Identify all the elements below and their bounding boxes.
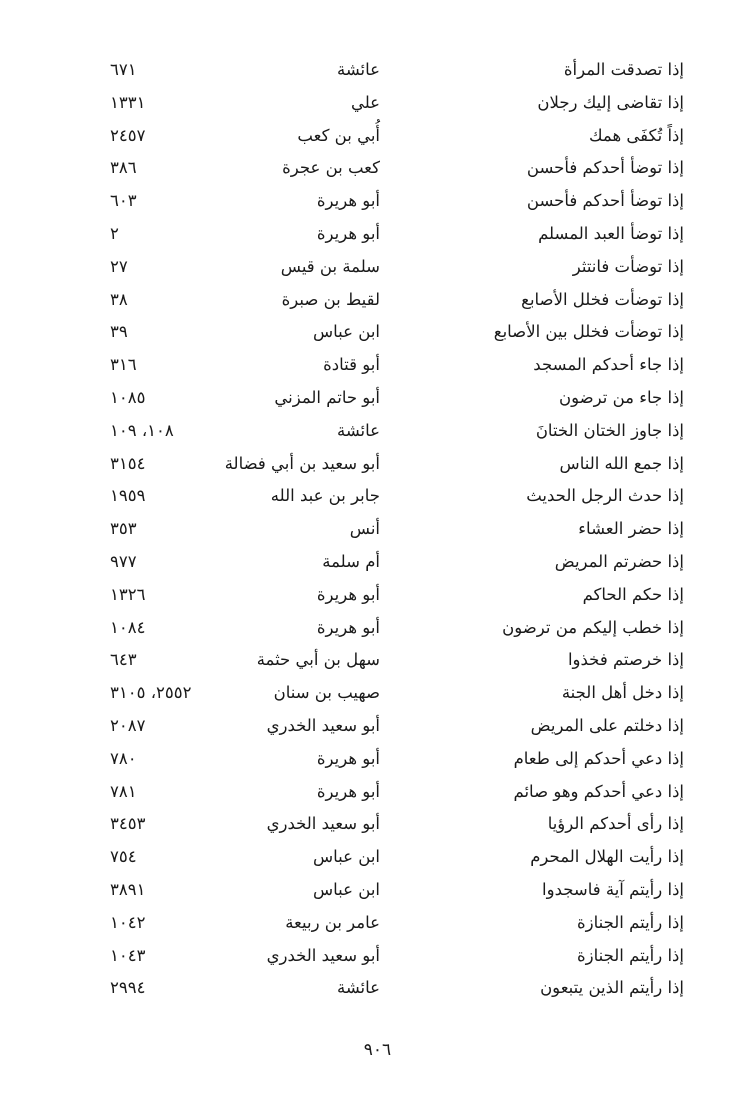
hadith-number: ١٠٨٥: [110, 387, 146, 407]
index-row: [110, 316, 684, 349]
hadith-text: إذاً تُكفَى همك: [589, 125, 684, 145]
index-row: [110, 710, 684, 743]
index-row: [110, 152, 684, 185]
hadith-text: إذا حضرتم المريض: [554, 551, 684, 571]
hadith-text: إذا دخلتم على المريض: [530, 715, 684, 735]
index-row: [110, 546, 684, 579]
hadith-text: إذا توضأت فخلل بين الأصابع: [493, 322, 684, 342]
hadith-text: إذا توضأ أحدكم فأحسن: [526, 191, 684, 211]
hadith-text: إذا خرصتم فخذوا: [567, 650, 684, 670]
index-row: [110, 743, 684, 776]
hadith-number: ١٠٤٢: [110, 912, 146, 932]
index-row: [110, 513, 684, 546]
hadith-number: ٣٩: [110, 322, 128, 342]
narrator-name: أبو هريرة: [316, 223, 380, 243]
hadith-number: ٣٨٩١: [110, 879, 146, 899]
hadith-number: ٣١٥٤: [110, 453, 146, 473]
narrator-name: عائشة: [336, 60, 380, 79]
narrator-name: سلمة بن قيس: [280, 256, 380, 276]
hadith-text: إذا دخل أهل الجنة: [561, 683, 684, 703]
hadith-number: ٢٧: [110, 256, 128, 276]
hadith-number: ٧٨٠: [110, 748, 137, 768]
narrator-name: أبو هريرة: [316, 748, 380, 768]
hadith-text: إذا رأيتم آية فاسجدوا: [542, 879, 684, 899]
index-row: [110, 54, 684, 87]
narrator-name: ابن عباس: [313, 322, 380, 342]
index-row: [110, 349, 684, 382]
narrator-name: أبو هريرة: [316, 191, 380, 211]
narrator-name: عامر بن ربيعة: [285, 912, 380, 932]
narrator-name: صهيب بن سنان: [273, 683, 380, 703]
hadith-number: ٣٨٦: [110, 158, 137, 178]
hadith-number: ١٠٨، ١٠٩: [110, 420, 174, 440]
hadith-number: ٣١٦: [110, 355, 137, 375]
hadith-number: ٢٤٥٧: [110, 125, 146, 145]
index-row: [110, 415, 684, 448]
hadith-number: ٣٤٥٣: [110, 814, 146, 834]
hadith-text: إذا تصدقت المرأة: [563, 60, 684, 79]
narrator-name: أبو سعيد الخدري: [266, 814, 380, 834]
hadith-number: ٢٩٩٤: [110, 978, 146, 998]
hadith-text: إذا رأى أحدكم الرؤيا: [547, 814, 684, 834]
hadith-text: إذا توضأت فخلل الأصابع: [521, 289, 684, 309]
hadith-number: ١٩٥٩: [110, 486, 146, 506]
index-row: [110, 677, 684, 710]
hadith-text: إذا جاء أحدكم المسجد: [533, 355, 684, 375]
hadith-number: ٦٤٣: [110, 650, 137, 670]
hadith-number: ٢٠٨٧: [110, 715, 146, 735]
hadith-text: إذا حضر العشاء: [578, 519, 684, 539]
hadith-text: إذا رأيت الهلال المحرم: [530, 847, 684, 867]
narrator-name: أبو حاتم المزني: [274, 387, 380, 407]
narrator-name: أبو سعيد الخدري: [266, 715, 380, 735]
hadith-number: ١٠٨٤: [110, 617, 146, 637]
hadith-text: إذا جاء من ترضون: [559, 387, 684, 407]
narrator-name: عائشة: [336, 978, 380, 998]
hadith-text: إذا حكم الحاكم: [582, 584, 684, 604]
hadith-text: إذا جاوز الختان الختانَ: [535, 420, 684, 440]
index-row: [110, 776, 684, 809]
hadith-number: ٧٥٤: [110, 847, 137, 867]
hadith-number: ٦٧١: [110, 60, 137, 79]
index-row: [110, 480, 684, 513]
index-row: [110, 644, 684, 677]
narrator-name: أبو هريرة: [316, 617, 380, 637]
hadith-text: إذا دعي أحدكم وهو صائم: [513, 781, 684, 801]
hadith-number: ١٠٤٣: [110, 945, 146, 965]
hadith-text: إذا توضأ أحدكم فأحسن: [526, 158, 684, 178]
hadith-text: إذا رأيتم الجنازة: [577, 912, 684, 932]
hadith-text: إذا تقاضى إليك رجلان: [537, 92, 684, 112]
hadith-text: إذا خطب إليكم من ترضون: [502, 617, 684, 637]
page-number: ٩٠٦: [363, 1040, 392, 1060]
narrator-name: سهل بن أبي حثمة: [256, 650, 380, 670]
hadith-number: ٣٨: [110, 289, 128, 309]
hadith-number: ١٣٢٦: [110, 584, 146, 604]
hadith-index-table: [110, 54, 684, 1005]
index-row: [110, 382, 684, 415]
narrator-name: جابر بن عبد الله: [270, 486, 380, 506]
hadith-number: ٣٥٣: [110, 519, 137, 539]
hadith-text: إذا رأيتم الذين يتبعون: [540, 978, 684, 998]
index-row: [110, 874, 684, 907]
index-row: [110, 284, 684, 317]
index-row: [110, 185, 684, 218]
hadith-number: ٢: [110, 223, 119, 243]
index-row: [110, 940, 684, 973]
narrator-name: أم سلمة: [322, 551, 380, 571]
hadith-text: إذا رأيتم الجنازة: [577, 945, 684, 965]
hadith-number: ١٣٣١: [110, 92, 146, 112]
index-row: [110, 808, 684, 841]
index-row: [110, 87, 684, 120]
narrator-name: أبو هريرة: [316, 781, 380, 801]
index-row: [110, 218, 684, 251]
index-row: [110, 120, 684, 153]
narrator-name: أنس: [349, 519, 380, 539]
narrator-name: ابن عباس: [313, 847, 380, 867]
hadith-number: ٢٥٥٢، ٣١٠٥: [110, 683, 192, 703]
index-row: [110, 448, 684, 481]
narrator-name: عائشة: [336, 420, 380, 440]
narrator-name: أبو سعيد بن أبي فضالة: [224, 453, 380, 473]
index-row: [110, 612, 684, 645]
hadith-text: إذا توضأت فانتثر: [572, 256, 684, 276]
hadith-text: إذا توضأ العبد المسلم: [538, 223, 684, 243]
narrator-name: أبو قتادة: [323, 355, 380, 375]
index-row: [110, 251, 684, 284]
narrator-name: علي: [350, 92, 380, 112]
hadith-text: إذا دعي أحدكم إلى طعام: [513, 748, 684, 768]
narrator-name: ابن عباس: [313, 879, 380, 899]
hadith-number: ٩٧٧: [110, 551, 137, 571]
index-row: [110, 972, 684, 1005]
narrator-name: كعب بن عجرة: [282, 158, 380, 178]
index-row: [110, 907, 684, 940]
index-row: [110, 579, 684, 612]
narrator-name: أُبي بن كعب: [297, 125, 380, 145]
hadith-text: إذا جمع الله الناس: [559, 453, 684, 473]
hadith-number: ٦٠٣: [110, 191, 137, 211]
narrator-name: أبو هريرة: [316, 584, 380, 604]
narrator-name: لقيط بن صبرة: [281, 289, 380, 309]
hadith-number: ٧٨١: [110, 781, 137, 801]
hadith-text: إذا حدث الرجل الحديث: [526, 486, 684, 506]
index-row: [110, 841, 684, 874]
narrator-name: أبو سعيد الخدري: [266, 945, 380, 965]
